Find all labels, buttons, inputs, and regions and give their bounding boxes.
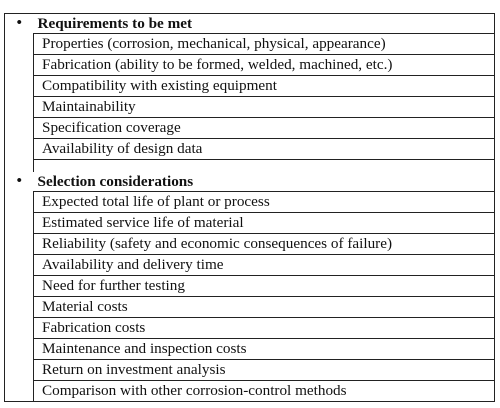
requirements-table [4, 13, 495, 402]
table-row [5, 234, 495, 255]
table-row [5, 339, 495, 360]
table-row [5, 213, 495, 234]
list-item: Material costs [34, 297, 495, 318]
list-item: Need for further testing [34, 276, 495, 297]
requirements-table-body [5, 14, 495, 402]
list-item: Fabrication costs [34, 318, 495, 339]
table-row [5, 97, 495, 118]
list-item: Maintenance and inspection costs [34, 339, 495, 360]
table-row [5, 255, 495, 276]
list-item: Availability of design data [34, 139, 495, 160]
table-row [5, 139, 495, 160]
table-row [5, 297, 495, 318]
section-heading-selection: Selection considerations [37, 173, 194, 190]
table-row [5, 55, 495, 76]
list-item: Specification coverage [34, 118, 495, 139]
table-row [5, 34, 495, 55]
section-heading-row [5, 14, 495, 34]
list-item: Properties (corrosion, mechanical, physical, appearance) [34, 34, 495, 55]
list-item: Comparison with other corrosion-control methods [34, 381, 495, 402]
list-item: Maintainability [34, 97, 495, 118]
table-row [5, 318, 495, 339]
table-row [5, 118, 495, 139]
list-item: Estimated service life of material [34, 213, 495, 234]
section-heading-row [5, 172, 495, 192]
table-row [5, 76, 495, 97]
table-row [5, 360, 495, 381]
section-spacer [5, 160, 495, 173]
table-row [5, 381, 495, 402]
list-item: Compatibility with existing equipment [34, 76, 495, 97]
list-item: Availability and delivery time [34, 255, 495, 276]
list-item: Return on investment analysis [34, 360, 495, 381]
bullet-mark: • [16, 173, 22, 190]
bullet-mark: • [16, 15, 22, 32]
table-row [5, 276, 495, 297]
list-item: Expected total life of plant or process [34, 192, 495, 213]
list-item: Fabrication (ability to be formed, welded, machined, etc.) [34, 55, 495, 76]
table-row [5, 192, 495, 213]
list-item: Reliability (safety and economic consequences of failure) [34, 234, 495, 255]
section-heading-requirements: Requirements to be met [37, 15, 193, 32]
